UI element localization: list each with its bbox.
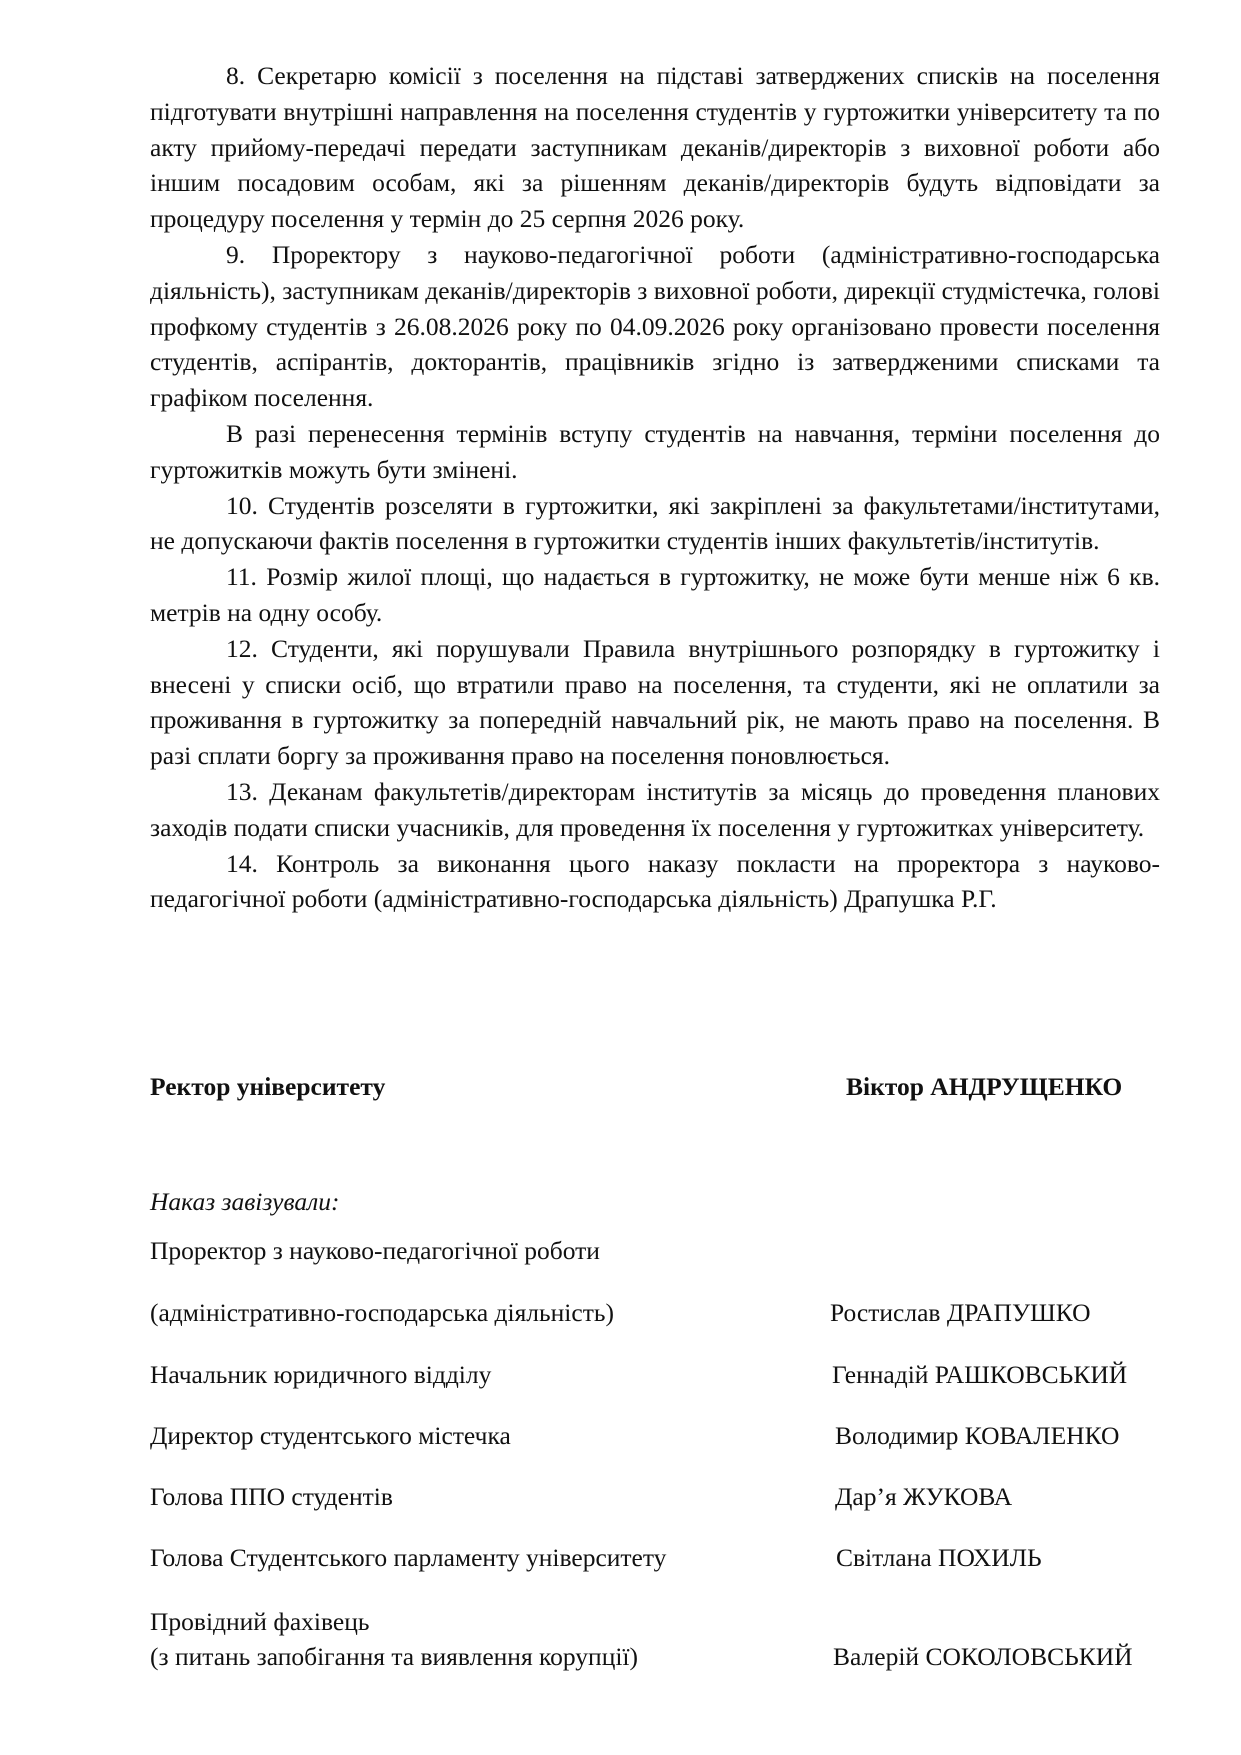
signatory-name: Володимир КОВАЛЕНКО [835,1421,1120,1450]
order-body [150,58,1160,917]
signatory-name: Валерій СОКОЛОВСЬКИЙ [833,1642,1133,1671]
rector-title: Ректор університету [150,1072,386,1101]
signatory-name: Геннадій РАШКОВСЬКИЙ [832,1360,1128,1389]
signatory-position: Начальник юридичного відділу [150,1360,492,1389]
paragraph-9-note: В разі перенесення термінів вступу студентів на навчання, терміни поселення до гуртожитків можуть бути змінені. [150,418,1160,484]
signatory-position: Голова Студентського парламенту університету [150,1543,667,1572]
paragraph-8: 8. Секретарю комісії з поселення на підставі затверджених списків на поселення підготувати внутрішні направлення на поселення студентів у гуртожитки університету та по акту прийому-передачі передати заступникам деканів/директорів з виховної роботи або іншим посадовим особам, які за рішенням деканів/директорів будуть відповідати за процедуру поселення у термін до 25 серпня 2026 року. [150,61,1160,234]
signatory-position: Директор студентського містечка [150,1421,511,1450]
paragraph-13: 13. Деканам факультетів/директорам інститутів за місяць до проведення планових заходів подати списки учасників, для проведення їх поселення у гуртожитках університету. [150,776,1160,842]
paragraph-10: 10. Студентів розселяти в гуртожитки, які закріплені за факультетами/інститутами, не допускаючи фактів поселення в гуртожитки студентів інших факультетів/інститутів. [150,490,1160,556]
signatory-name: Ростислав ДРАПУШКО [830,1298,1091,1327]
paragraph-12: 12. Студенти, які порушували Правила внутрішнього розпорядку в гуртожитку і внесені у списки осіб, що втратили право на поселення, та студенти, які не оплатили за проживання в гуртожитку за попередній навчальний рік, не мають право на поселення. В разі сплати боргу за проживання право на поселення поновлюється. [150,633,1160,771]
signatory-name: Дар’я ЖУКОВА [835,1482,1013,1511]
paragraph-11: 11. Розмір жилої площі, що надається в гуртожитку, не може бути менше ніж 6 кв. метрів на одну особу. [150,562,1160,627]
paragraph-14: 14. Контроль за виконання цього наказу покласти на проректора з науково-педагогічної роботи (адміністративно-господарська діяльність) Драпушка Р.Г. [150,848,1160,914]
approvals-heading: Наказ завізували: [150,1187,340,1216]
signatory-name: Світлана ПОХИЛЬ [836,1543,1042,1572]
signatory-position: Проректор з науково-педагогічної роботи [150,1236,600,1265]
rector-name: Віктор АНДРУЩЕНКО [846,1072,1123,1101]
signatory-position: Провідний фахівець [150,1607,370,1636]
signatory-position: (адміністративно-господарська діяльність) [150,1298,614,1327]
signatory-position: Голова ППО студентів [150,1482,393,1511]
signatory-position: (з питань запобігання та виявлення корупції) [150,1642,639,1671]
paragraph-9: 9. Проректору з науково-педагогічної роботи (адміністративно-господарська діяльність), заступникам деканів/директорів з виховної роботи, дирекції студмістечка, голові профкому студентів з 26.08.2026 року по 04.09.2026 року організовано провести поселення студентів, аспірантів, докторантів, працівників згідно із затвердженими списками та графіком поселення. [150,239,1160,413]
